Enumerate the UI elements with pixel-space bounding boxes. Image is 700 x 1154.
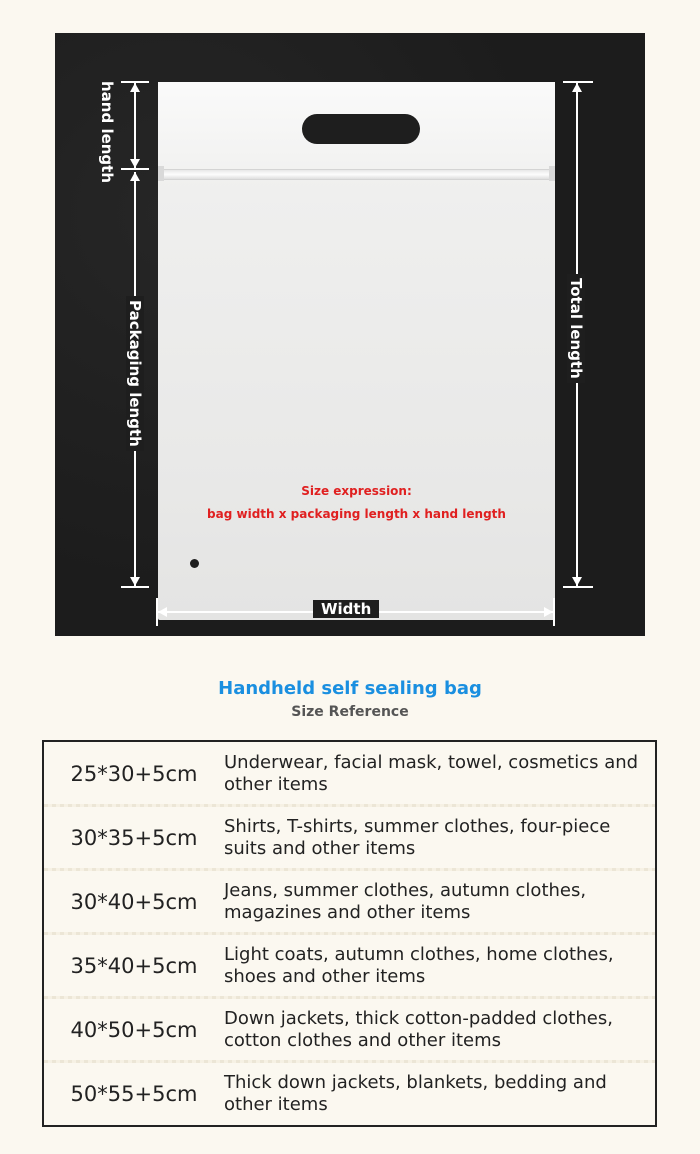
table-row xyxy=(44,934,655,998)
hand-length-arrow-down xyxy=(130,159,140,168)
width-label: Width xyxy=(313,600,379,618)
size-expression-formula: bag width x packaging length x hand length xyxy=(207,507,506,521)
hand-length-line xyxy=(134,83,136,168)
size-value: 30*35+5cm xyxy=(70,826,198,850)
hand-length-tick-bottom xyxy=(121,168,149,170)
size-value: 30*40+5cm xyxy=(70,890,198,914)
size-value: 25*30+5cm xyxy=(70,762,198,786)
packaging-length-tick-bottom xyxy=(121,586,149,588)
table-row xyxy=(44,806,655,870)
zipper-end-left xyxy=(158,166,164,181)
zipper-seal xyxy=(158,169,555,180)
packaging-length-arrow-up xyxy=(130,172,140,181)
hand-length-label: hand length xyxy=(98,81,116,184)
product-title: Handheld self sealing bag xyxy=(218,678,482,699)
size-expression xyxy=(158,480,555,526)
size-table xyxy=(42,740,657,1127)
size-usage: Jeans, summer clothes, autumn clothes, magazines and other items xyxy=(224,880,587,923)
width-arrow-left xyxy=(158,607,167,617)
size-usage: Shirts, T-shirts, summer clothes, four-piece suits and other items xyxy=(224,816,611,859)
bag-illustration xyxy=(158,82,555,620)
packaging-length-arrow-down xyxy=(130,577,140,586)
total-length-tick-bottom xyxy=(563,586,593,588)
table-row xyxy=(44,1062,655,1126)
table-row xyxy=(44,742,655,806)
zipper-end-right xyxy=(549,166,555,181)
size-value: 35*40+5cm xyxy=(70,954,198,978)
size-reference-subtitle: Size Reference xyxy=(291,704,409,720)
table-row xyxy=(44,998,655,1062)
table-row xyxy=(44,870,655,934)
size-usage: Underwear, facial mask, towel, cosmetics and other items xyxy=(224,752,639,795)
size-expression-title: Size expression: xyxy=(301,484,412,498)
size-usage: Thick down jackets, blankets, bedding and other items xyxy=(224,1072,607,1115)
total-length-arrow-down xyxy=(572,577,582,586)
packaging-length-label: Packaging length xyxy=(126,296,144,451)
handle-cutout xyxy=(302,114,420,144)
hand-length-arrow-up xyxy=(130,83,140,92)
width-tick-right xyxy=(553,598,555,626)
total-length-label: Total length xyxy=(567,274,585,383)
size-value: 40*50+5cm xyxy=(70,1018,198,1042)
size-usage: Light coats, autumn clothes, home clothes, shoes and other items xyxy=(224,944,614,987)
vent-hole xyxy=(190,559,199,568)
width-arrow-right xyxy=(544,607,553,617)
size-value: 50*55+5cm xyxy=(70,1082,198,1106)
product-photo xyxy=(55,33,645,636)
size-usage: Down jackets, thick cotton-padded clothes, cotton clothes and other items xyxy=(224,1008,613,1051)
total-length-arrow-up xyxy=(572,83,582,92)
